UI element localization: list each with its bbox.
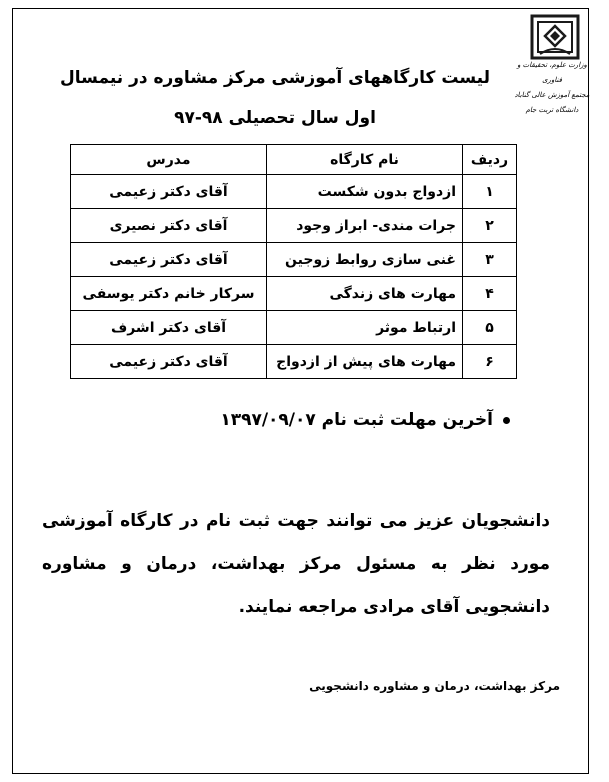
table-row xyxy=(71,175,517,209)
row-number: ۲ xyxy=(463,209,517,243)
registration-deadline xyxy=(190,410,510,430)
instructor: آقای دکتر زعیمی xyxy=(71,345,267,379)
header-row-number: ردیف xyxy=(463,145,517,175)
row-number: ۱ xyxy=(463,175,517,209)
row-number: ۶ xyxy=(463,345,517,379)
workshop-name: ارتباط موثر xyxy=(267,311,463,345)
instructor: سرکار خانم دکتر یوسفی xyxy=(71,277,267,311)
deadline-text: آخرین مهلت ثبت نام ۱۳۹۷/۰۹/۰۷ xyxy=(220,410,493,430)
workshop-name: ازدواج بدون شکست xyxy=(267,175,463,209)
table-header-row xyxy=(71,145,517,175)
workshop-name: جرات مندی- ابراز وجود xyxy=(267,209,463,243)
organization-name xyxy=(508,58,596,118)
instructor: آقای دکتر نصیری xyxy=(71,209,267,243)
row-number: ۵ xyxy=(463,311,517,345)
org-line: مجتمع آموزش عالی گناباد xyxy=(514,91,590,99)
row-number: ۳ xyxy=(463,243,517,277)
workshop-name: غنی سازی روابط زوجین xyxy=(267,243,463,277)
instructor: آقای دکتر زعیمی xyxy=(71,243,267,277)
notice-paragraph: دانشجویان عزیز می توانند جهت ثبت نام در کارگاه آموزشی مورد نظر به مسئول مرکز بهداشت، درمان و مشاوره دانشجویی آقای مرادی مراجعه نمایند. xyxy=(42,511,550,617)
page-title: لیست کارگاههای آموزشی مرکز مشاوره در نیمسال اول سال تحصیلی ۹۸-۹۷ xyxy=(60,68,490,128)
org-line: دانشگاه تربت جام xyxy=(525,106,579,114)
instructor: آقای دکتر اشرف xyxy=(71,311,267,345)
table-row xyxy=(71,345,517,379)
header-instructor: مدرس xyxy=(71,145,267,175)
workshops-table xyxy=(70,144,517,379)
instructor: آقای دکتر زعیمی xyxy=(71,175,267,209)
university-logo-icon xyxy=(530,14,580,60)
workshop-name: مهارت های زندگی xyxy=(267,277,463,311)
header-workshop-name: نام کارگاه xyxy=(267,145,463,175)
workshop-name: مهارت های پیش از ازدواج xyxy=(267,345,463,379)
row-number: ۴ xyxy=(463,277,517,311)
table-row xyxy=(71,311,517,345)
org-line: وزارت علوم، تحقیقات و فناوری xyxy=(517,61,587,84)
bullet-icon xyxy=(503,417,510,424)
table-row xyxy=(71,209,517,243)
table-row xyxy=(71,277,517,311)
footer-signature: مرکز بهداشت، درمان و مشاوره دانشجویی xyxy=(309,679,560,693)
table-row xyxy=(71,243,517,277)
